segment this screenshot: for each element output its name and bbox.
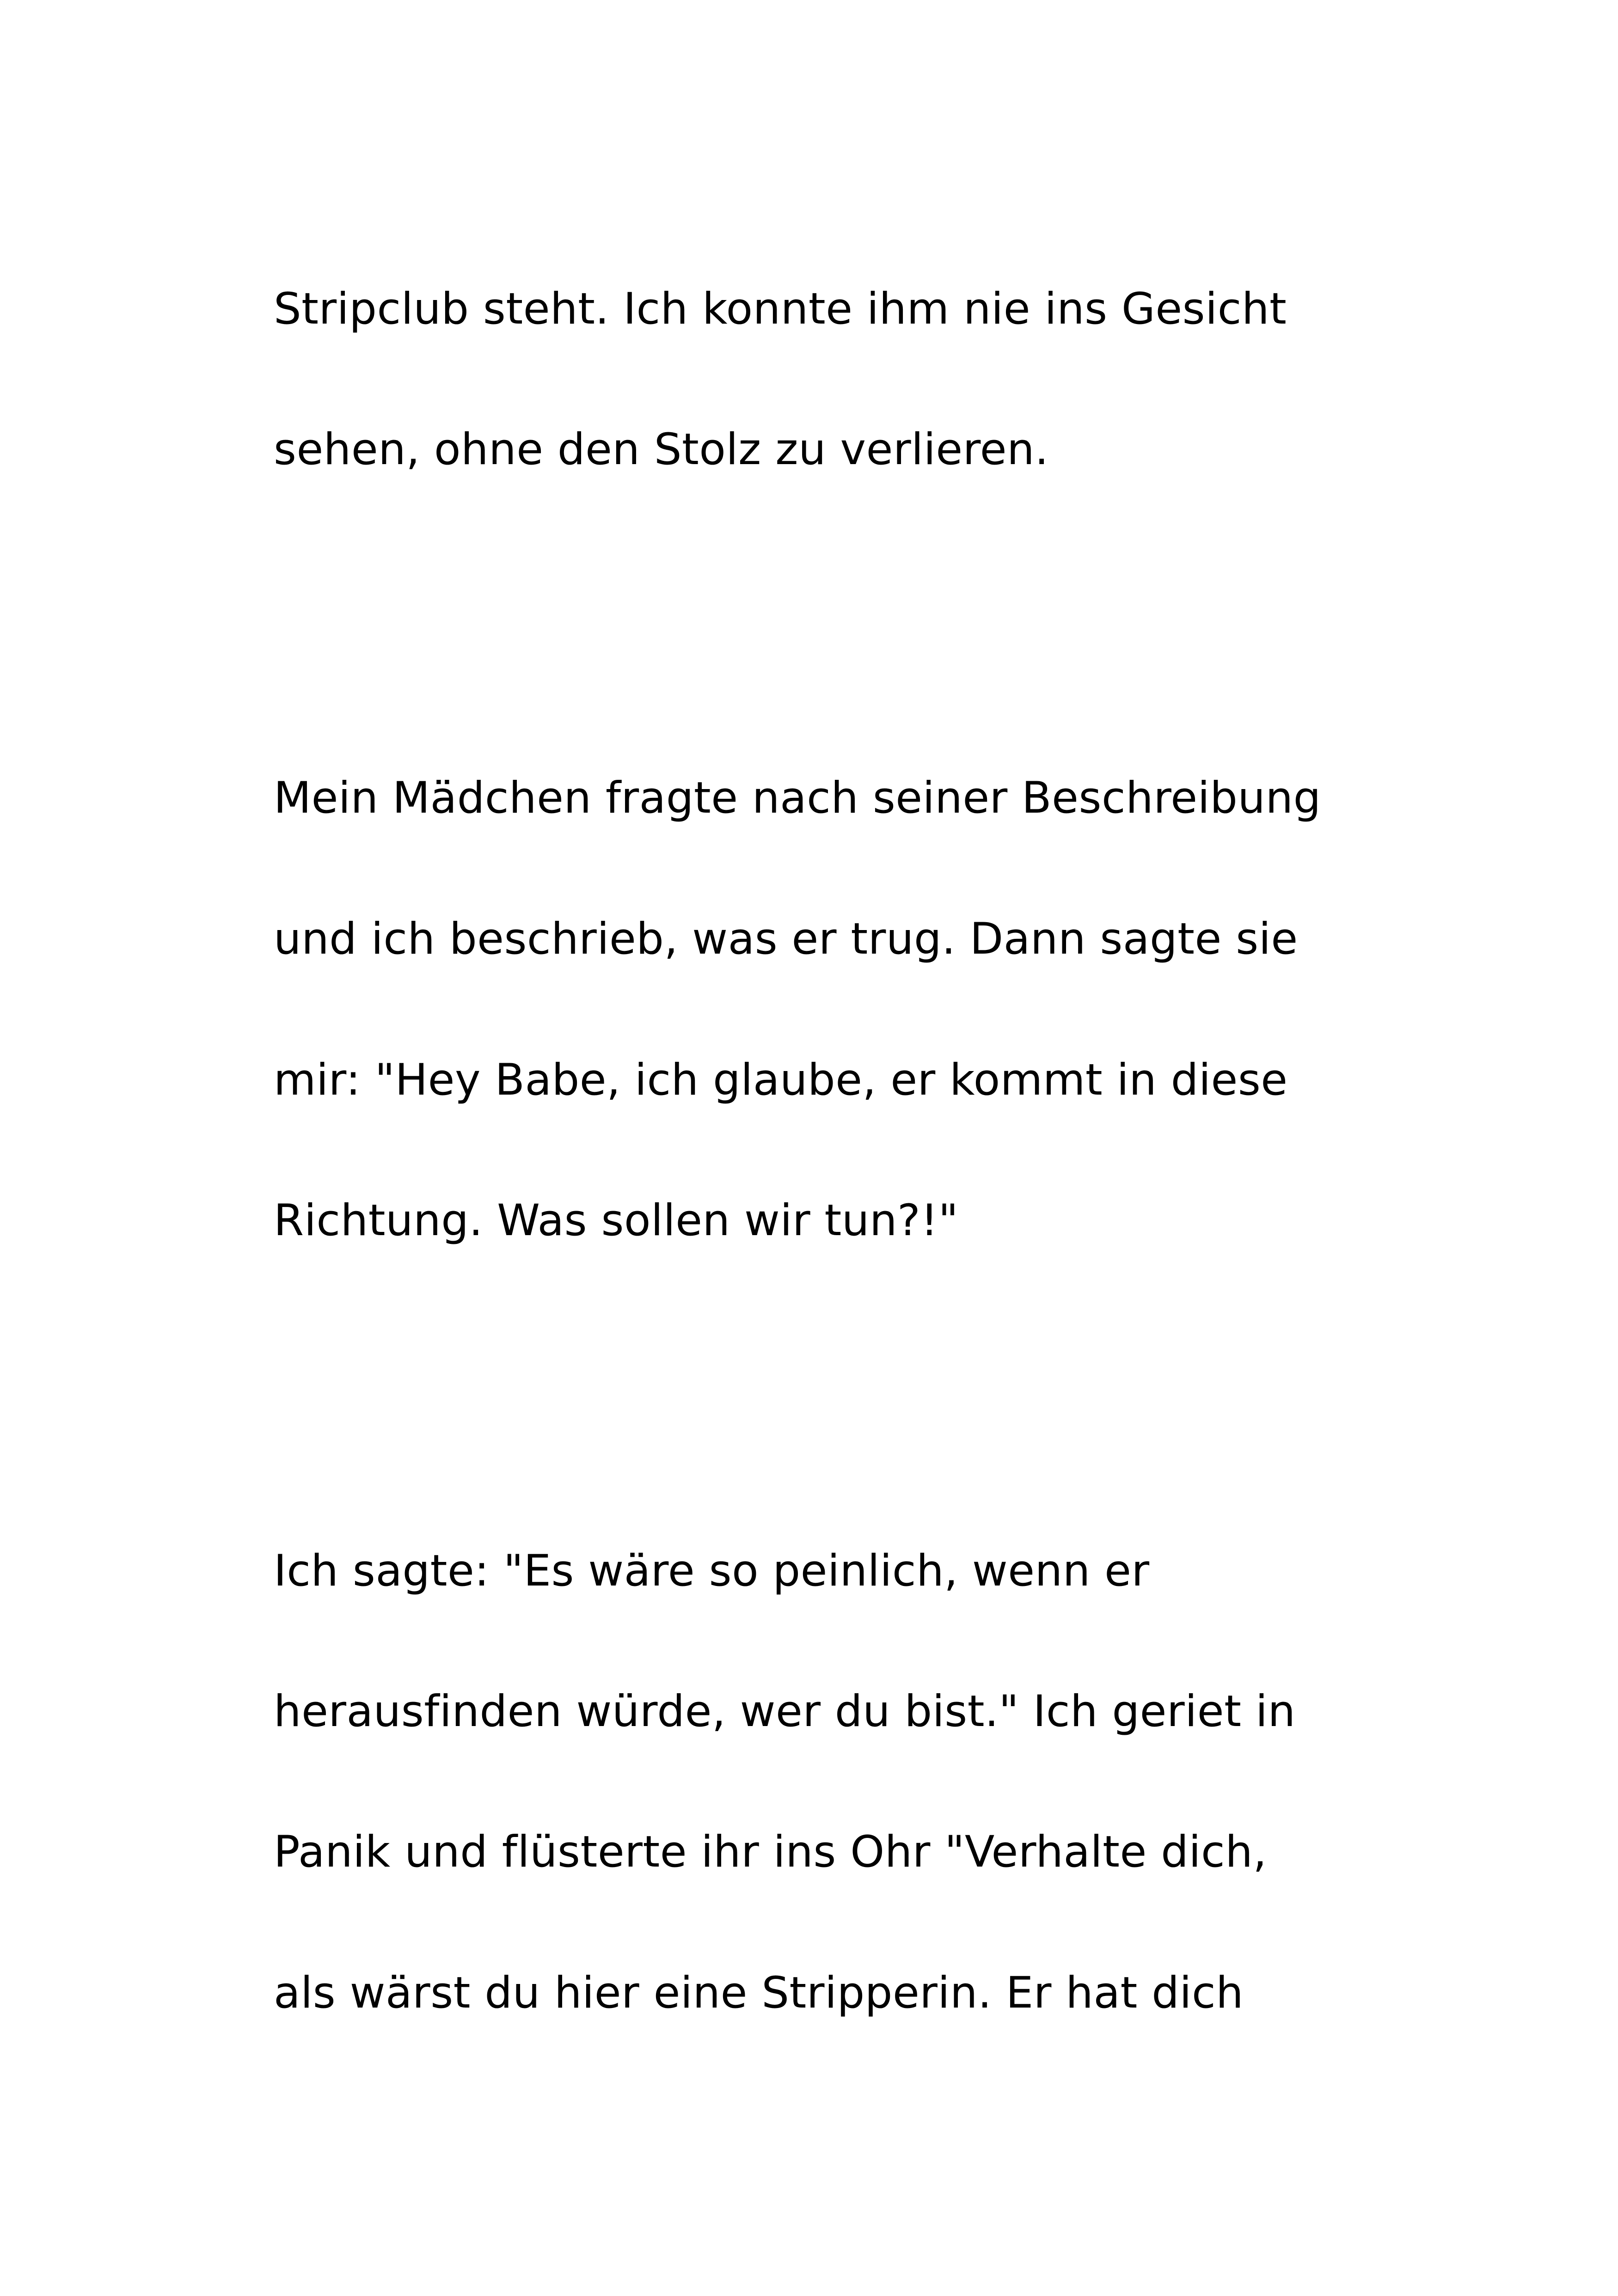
text-line: und ich beschrieb, was er trug. Dann sagte sie xyxy=(274,914,1298,964)
text-line: herausfinden würde, wer du bist." Ich geriet in xyxy=(274,1686,1296,1737)
text-line: Richtung. Was sollen wir tun?!" xyxy=(274,1195,959,1246)
text-line: Mein Mädchen fragte nach seiner Beschreibung xyxy=(274,773,1321,823)
text-line: als wärst du hier eine Stripperin. Er hat dich xyxy=(274,1968,1244,2018)
text-line: Stripclub steht. Ich konnte ihm nie ins Gesicht xyxy=(274,284,1287,334)
text-line: Panik und flüsterte ihr ins Ohr "Verhalte dich, xyxy=(274,1827,1267,1877)
text-line: mir: "Hey Babe, ich glaube, er kommt in diese xyxy=(274,1055,1288,1105)
text-line: sehen, ohne den Stolz zu verlieren. xyxy=(274,424,1049,475)
text-line: Ich sagte: "Es wäre so peinlich, wenn er xyxy=(274,1546,1150,1596)
